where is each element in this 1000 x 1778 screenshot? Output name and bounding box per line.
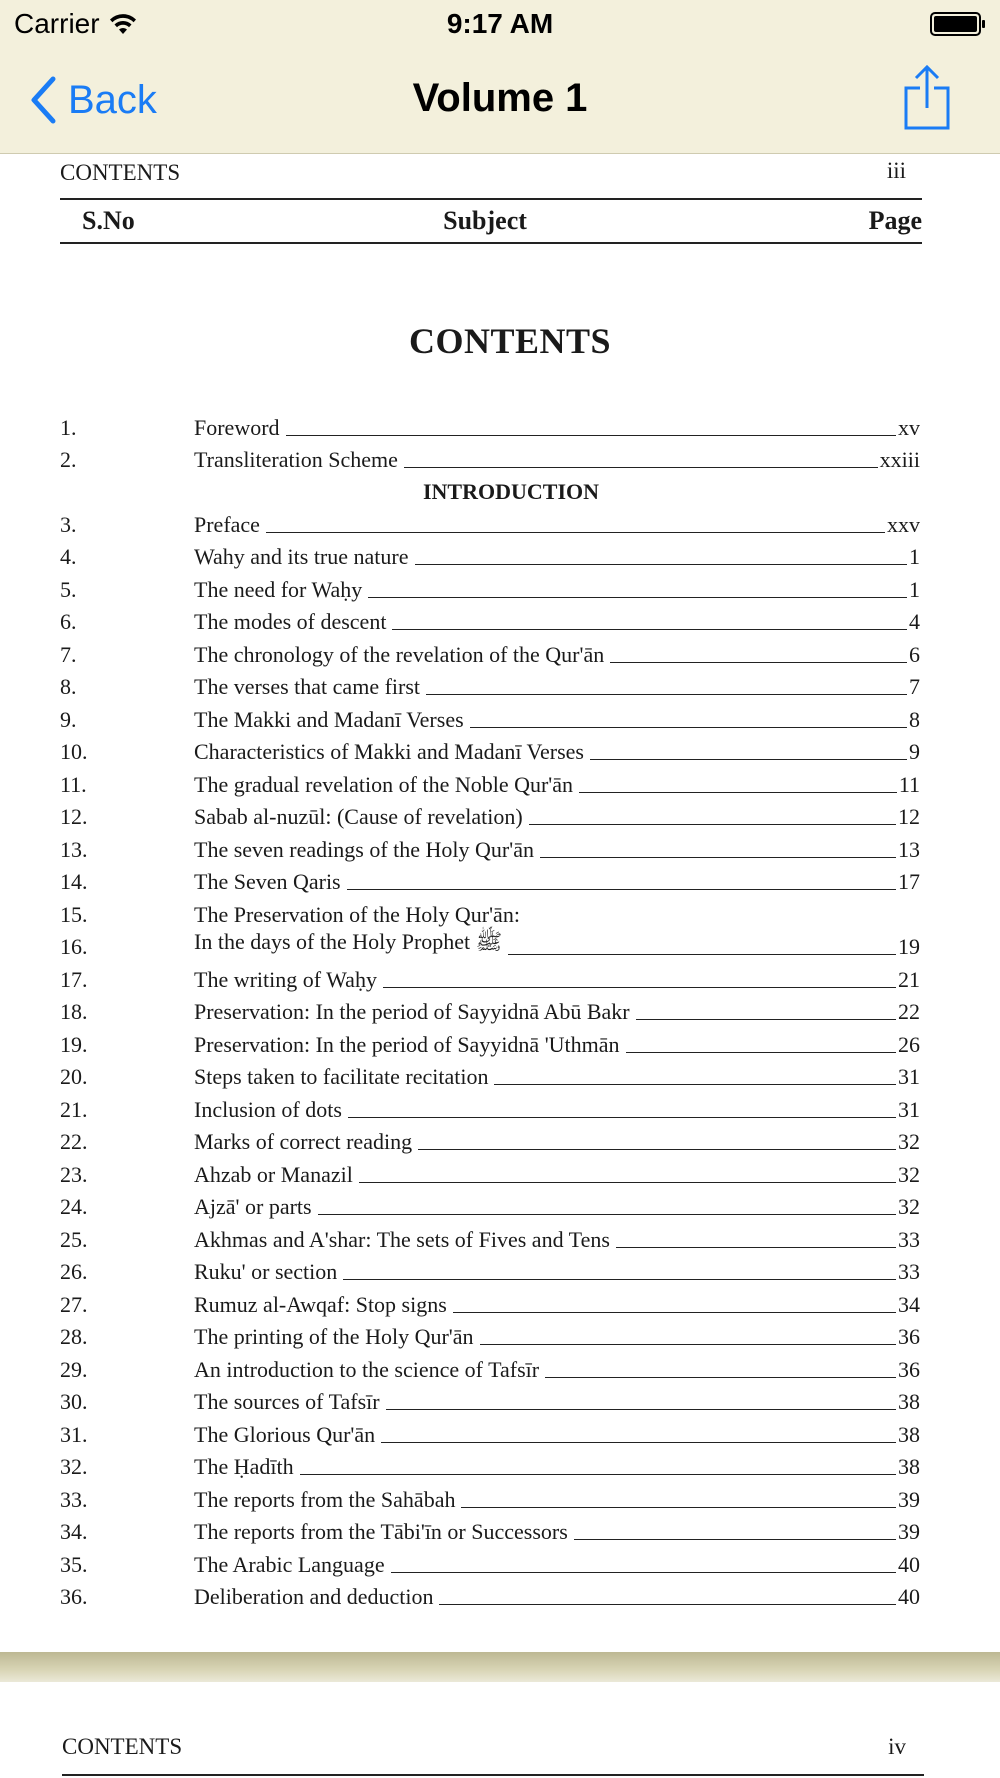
toc-entry-page: xxiii [879, 447, 920, 472]
toc-leader-line [343, 1278, 896, 1280]
column-header-subject: Subject [443, 206, 527, 235]
toc-entry-title: The Arabic Language [194, 1551, 385, 1577]
toc-entry-number: 25. [60, 1226, 88, 1252]
toc-entry-title: Sabab al-nuzūl: (Cause of revelation) [194, 804, 523, 829]
toc-leader-line [610, 661, 907, 663]
toc-entry-title: The Makki and Madanī Verses [194, 706, 464, 732]
toc-entry-number: 32. [60, 1454, 88, 1479]
next-running-head: CONTENTS [62, 1734, 183, 1759]
toc-entry[interactable] [0, 538, 1000, 571]
toc-entry-page: 13 [898, 836, 920, 862]
toc-entry-title: Preservation: In the period of Sayyidnā Abū Bakr [194, 999, 630, 1024]
toc-entry-title: The seven readings of the Holy Qur'ān [194, 836, 534, 862]
app-header [0, 0, 1000, 154]
toc-entry-page: 1 [909, 576, 920, 602]
toc-leader-line [391, 1571, 896, 1573]
toc-leader-line [426, 693, 907, 695]
toc-entry[interactable] [0, 1090, 1000, 1123]
navigation-bar [0, 50, 1000, 154]
toc-entry-title: Preface [194, 511, 260, 537]
toc-entry-page: 36 [898, 1356, 920, 1382]
toc-entry-number: 9. [60, 706, 77, 732]
header-rule-bottom [60, 242, 922, 244]
toc-entry[interactable] [0, 960, 1000, 993]
toc-entry-page: 40 [898, 1551, 920, 1577]
toc-leader-line [266, 531, 885, 533]
toc-entry[interactable] [0, 700, 1000, 733]
toc-entry-title: An introduction to the science of Tafsīr [194, 1356, 540, 1382]
nav-title: Volume 1 [412, 76, 588, 120]
toc-entry-title: The Glorious Qur'ān [194, 1421, 376, 1447]
status-bar [0, 0, 1000, 50]
toc-entry-number: 1. [60, 414, 77, 440]
toc-entry[interactable] [0, 1253, 1000, 1286]
toc-entry-page: 11 [898, 771, 920, 797]
toc-entry-number: 36. [60, 1584, 88, 1609]
toc-entry-title: Wahy and its true nature [194, 544, 409, 569]
back-label: Back [68, 77, 157, 122]
toc-entry-page: 34 [898, 1291, 920, 1317]
toc-entry-number: 34. [60, 1519, 88, 1544]
toc-entry-title: Preservation: In the period of Sayyidnā 'Uthmān [194, 1031, 620, 1057]
toc-entry-page: 7 [909, 674, 920, 699]
toc-leader-line [359, 1181, 896, 1183]
toc-entry-title: Inclusion of dots [194, 1096, 342, 1122]
toc-leader-line [616, 1246, 896, 1248]
toc-entry-title: The writing of Waḥy [194, 966, 377, 992]
toc-entry[interactable] [0, 895, 1000, 928]
toc-entry[interactable] [0, 1545, 1000, 1578]
page-separator [0, 1652, 1000, 1682]
toc-leader-line [368, 596, 907, 598]
toc-entry-page: 9 [909, 739, 920, 764]
toc-entry-title: The reports from the Tābi'īn or Successors [194, 1519, 568, 1544]
toc-entry-number: 24. [60, 1194, 88, 1219]
toc-entry-page: 40 [898, 1584, 920, 1609]
toc-leader-line [348, 1116, 896, 1118]
toc-entry[interactable] [0, 1220, 1000, 1253]
toc-entry-page: 33 [898, 1226, 920, 1252]
toc-entry[interactable] [0, 1155, 1000, 1188]
toc-leader-line [318, 1213, 896, 1215]
toc-entry-page: 36 [898, 1324, 920, 1349]
toc-leader-line [383, 986, 896, 988]
toc-entry-number: 15. [60, 901, 88, 927]
toc-entry[interactable] [0, 798, 1000, 831]
toc-entry[interactable] [0, 505, 1000, 538]
column-header-sno: S.No [82, 206, 135, 235]
toc-leader-line [404, 466, 878, 468]
toc-entry-number: 4. [60, 544, 77, 569]
toc-entry-title: The Ḥadīth [194, 1454, 294, 1479]
toc-leader-line [636, 1018, 896, 1020]
toc-entry-number: 29. [60, 1356, 88, 1382]
toc-entry-number: 12. [60, 804, 88, 829]
toc-entry-title: Foreword [194, 414, 280, 440]
toc-entry-number: 2. [60, 447, 77, 472]
toc-entry-number: 7. [60, 641, 77, 667]
toc-entry-page: 38 [898, 1421, 920, 1447]
carrier-label: Carrier [14, 8, 100, 39]
toc-entry[interactable] [0, 765, 1000, 798]
toc-entry-title: The need for Waḥy [194, 576, 363, 602]
toc-entry-number: 11. [60, 771, 87, 797]
toc-entry-number: 35. [60, 1551, 88, 1577]
running-head: CONTENTS [60, 160, 181, 185]
toc-entry-number: 30. [60, 1389, 88, 1414]
share-icon[interactable] [902, 64, 952, 132]
toc-entry-title: The printing of the Holy Qur'ān [194, 1324, 474, 1349]
toc-entry[interactable] [0, 1025, 1000, 1058]
toc-entry-page: 32 [898, 1161, 920, 1187]
toc-entry-title: The gradual revelation of the Noble Qur'ān [194, 771, 574, 797]
toc-leader-line [590, 758, 907, 760]
toc-entry-number: 23. [60, 1161, 88, 1187]
toc-entry-title: The modes of descent [194, 609, 387, 634]
contents-title: CONTENTS [408, 321, 612, 361]
toc-entry-number: 26. [60, 1259, 88, 1284]
toc-entry[interactable] [0, 1188, 1000, 1221]
toc-entry[interactable] [0, 603, 1000, 636]
toc-entry-number: 17. [60, 966, 88, 992]
toc-entry[interactable] [0, 928, 1000, 961]
toc-entry-page: 1 [909, 544, 920, 569]
toc-entry-page: 38 [898, 1389, 920, 1414]
toc-entry-number: 14. [60, 869, 88, 894]
toc-entry-page: 26 [898, 1031, 920, 1057]
toc-entry[interactable] [0, 1383, 1000, 1416]
toc-leader-line [529, 823, 896, 825]
toc-leader-line [392, 628, 907, 630]
toc-leader-line [381, 1441, 896, 1443]
toc-entry-title: Steps taken to facilitate recitation [194, 1064, 489, 1089]
toc-entry[interactable] [0, 668, 1000, 701]
toc-entry-title: Rumuz al-Awqaf: Stop signs [194, 1291, 447, 1317]
next-document-page [0, 1682, 1000, 1778]
toc-leader-line [579, 791, 897, 793]
toc-entry-title: The sources of Tafsīr [194, 1389, 380, 1414]
toc-leader-line [626, 1051, 896, 1053]
battery-icon [930, 12, 986, 36]
toc-entry[interactable] [0, 1285, 1000, 1318]
toc-entry[interactable] [0, 993, 1000, 1026]
toc-entry-page: 4 [909, 609, 920, 634]
toc-entry-page: 31 [898, 1064, 920, 1089]
toc-leader-line [480, 1343, 896, 1345]
toc-leader-line [418, 1148, 896, 1150]
toc-leader-line [540, 856, 896, 858]
toc-entry-number: 8. [60, 674, 77, 699]
toc-entry[interactable] [0, 1448, 1000, 1481]
toc-entry[interactable] [0, 441, 1000, 474]
toc-entry-number: 6. [60, 609, 77, 634]
toc-entry-title: Ruku' or section [194, 1259, 338, 1284]
toc-entry[interactable] [0, 1123, 1000, 1156]
toc-leader-line [415, 563, 908, 565]
toc-entry-number: 33. [60, 1486, 88, 1512]
toc-entry-number: 3. [60, 511, 77, 537]
toc-entry[interactable] [0, 830, 1000, 863]
toc-leader-line [439, 1603, 896, 1605]
toc-entry-page: 21 [898, 966, 920, 992]
toc-entry-number: 21. [60, 1096, 88, 1122]
toc-entry[interactable] [0, 1480, 1000, 1513]
toc-entry[interactable] [0, 1415, 1000, 1448]
toc-section-heading: INTRODUCTION [422, 479, 600, 504]
toc-entry[interactable] [0, 733, 1000, 766]
toc-entry-page: 32 [898, 1129, 920, 1154]
toc-leader-line [300, 1473, 896, 1475]
toc-entry-number: 19. [60, 1031, 88, 1057]
toc-entry[interactable] [0, 1578, 1000, 1611]
toc-entry-number: 16. [60, 934, 88, 959]
toc-entry[interactable] [0, 635, 1000, 668]
toc-entry-page: 19 [898, 934, 920, 959]
header-rule-top [60, 198, 922, 200]
toc-entry-title: Marks of correct reading [194, 1129, 413, 1154]
column-header-page: Page [868, 206, 922, 235]
toc-entry[interactable] [0, 570, 1000, 603]
next-header-rule [62, 1774, 924, 1776]
toc-entry-title: The chronology of the revelation of the Qur'ān [194, 641, 605, 667]
toc-entry-page: 39 [898, 1519, 920, 1544]
toc-leader-line [508, 953, 896, 955]
toc-entry-number: 27. [60, 1291, 88, 1317]
toc-entry-title: Ajzā' or parts [194, 1194, 312, 1219]
toc-leader-line [347, 888, 896, 890]
toc-leader-line [453, 1311, 896, 1313]
next-page-folio: iv [888, 1734, 906, 1759]
table-of-contents [0, 408, 1000, 1610]
toc-entry-page: 17 [898, 869, 920, 894]
toc-entry-number: 18. [60, 999, 88, 1024]
toc-entry[interactable] [0, 1318, 1000, 1351]
toc-entry-title: Deliberation and deduction [194, 1584, 434, 1609]
toc-leader-line [461, 1506, 896, 1508]
status-time: 9:17 AM [446, 8, 554, 39]
document-page [0, 154, 1000, 1652]
toc-entry-title: Transliteration Scheme [194, 447, 398, 472]
toc-entry[interactable] [0, 1058, 1000, 1091]
toc-leader-line [386, 1408, 896, 1410]
toc-entry-page: 12 [898, 804, 920, 829]
toc-entry[interactable] [0, 1513, 1000, 1546]
toc-entry-number: 10. [60, 739, 88, 764]
toc-entry-page: xv [898, 414, 920, 440]
toc-entry[interactable] [0, 408, 1000, 441]
toc-entry-page: 39 [898, 1486, 920, 1512]
toc-entry-number: 31. [60, 1421, 88, 1447]
toc-entry-page: xxv [887, 511, 920, 537]
toc-entry-page: 33 [898, 1259, 920, 1284]
toc-entry-title: The verses that came first [194, 674, 421, 699]
toc-leader-line [574, 1538, 896, 1540]
toc-entry-number: 13. [60, 836, 88, 862]
toc-entry-page: 32 [898, 1194, 920, 1219]
toc-entry-title: The reports from the Sahābah [194, 1486, 456, 1512]
toc-entry[interactable] [0, 863, 1000, 896]
page-folio: iii [886, 158, 906, 183]
toc-entry-title: In the days of the Holy Prophet ﷺ [194, 929, 503, 954]
toc-entry-page: 38 [898, 1454, 920, 1479]
toc-entry-title: The Seven Qaris [194, 869, 341, 894]
toc-leader-line [470, 726, 907, 728]
toc-leader-line [286, 434, 896, 436]
toc-entry-title: Characteristics of Makki and Madanī Verses [194, 739, 584, 764]
toc-entry-page: 6 [909, 641, 920, 667]
toc-entry-number: 28. [60, 1324, 88, 1349]
toc-entry-title: Akhmas and A'shar: The sets of Fives and Tens [194, 1226, 610, 1252]
toc-leader-line [494, 1083, 896, 1085]
toc-leader-line [545, 1376, 896, 1378]
toc-entry-page: 31 [898, 1096, 920, 1122]
toc-entry[interactable] [0, 1350, 1000, 1383]
toc-entry-page: 8 [909, 706, 920, 732]
toc-entry-number: 20. [60, 1064, 88, 1089]
toc-entry-title: Ahzab or Manazil [194, 1161, 353, 1187]
toc-entry-number: 22. [60, 1129, 88, 1154]
toc-entry-title: The Preservation of the Holy Qur'ān: [194, 901, 520, 927]
toc-entry-number: 5. [60, 576, 77, 602]
toc-entry-page: 22 [898, 999, 920, 1024]
